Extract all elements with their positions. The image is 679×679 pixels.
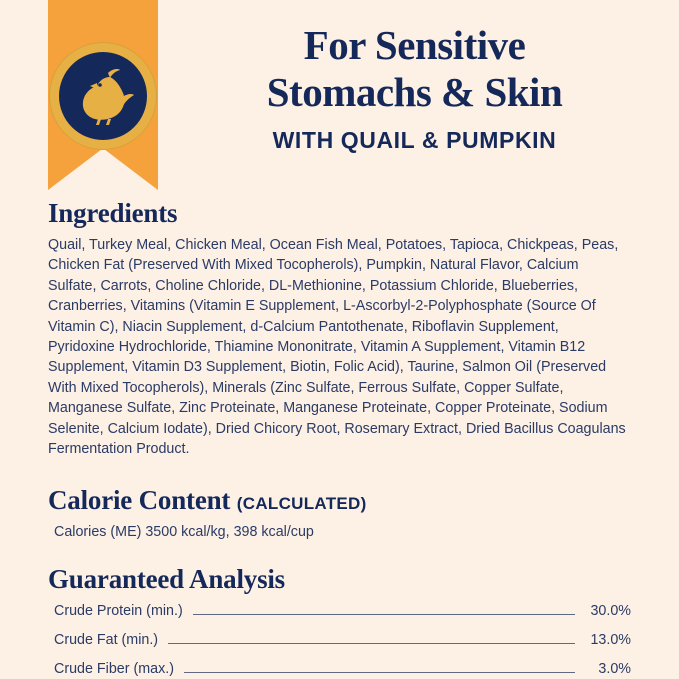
guaranteed-analysis-row bbox=[48, 601, 631, 621]
ingredients-section bbox=[48, 198, 631, 459]
ingredients-text: Quail, Turkey Meal, Chicken Meal, Ocean Fish Meal, Potatoes, Tapioca, Chickpeas, Peas, Chicken Fat (Preserved With Mixed Tocopherols), Pumpkin, Natural Flavor, Calcium Sulfate, Carrots, Choline Chloride, DL-Methionine, Potassium Chloride, Blueberries, Cranberries, Vitamins (Vitamin E Supplement, L-Ascorbyl-2-Polyphosphate (Source Of Vitamin C), Niacin Supplement, d-Calcium Pantothenate, Riboflavin Supplement, Pyridoxine Hydrochloride, Thiamine Mononitrate, Vitamin A Supplement, Vitamin B12 Supplement, Vitamin D3 Supplement, Biotin, Folic Acid), Taurine, Salmon Oil (Preserved With Mixed Tocopherols), Minerals (Zinc Sulfate, Ferrous Sulfate, Copper Sulfate, Manganese Sulfate, Zinc Proteinate, Manganese Proteinate, Copper Proteinate, Sodium Selenite, Calcium Iodate), Dried Chicory Root, Rosemary Extract, Dried Bacillus Coagulans Fermentation Product. bbox=[48, 237, 626, 458]
calorie-content-heading-main: Calorie Content bbox=[48, 485, 231, 516]
nutrient-value: 3.0% bbox=[598, 661, 631, 678]
guaranteed-analysis-row bbox=[48, 659, 631, 679]
ingredients-heading: Ingredients bbox=[48, 198, 178, 228]
nutrient-label: Crude Protein (min.) bbox=[54, 603, 183, 620]
nutrient-value: 30.0% bbox=[590, 603, 631, 620]
title-line-1: For Sensitive bbox=[303, 22, 526, 68]
guaranteed-analysis-row bbox=[48, 630, 631, 650]
nutrient-label: Crude Fiber (max.) bbox=[54, 661, 174, 678]
leader-line bbox=[193, 614, 575, 615]
nutrient-value: 13.0% bbox=[590, 632, 631, 649]
subtitle: WITH QUAIL & PUMPKIN bbox=[272, 127, 557, 153]
brand-seal bbox=[49, 42, 157, 150]
leader-line bbox=[184, 672, 575, 673]
title-line-2: Stomachs & Skin bbox=[266, 69, 563, 115]
guaranteed-analysis-section bbox=[48, 564, 631, 679]
calorie-content-heading bbox=[48, 485, 631, 516]
header-banner bbox=[0, 0, 679, 192]
label-content bbox=[0, 192, 679, 679]
calorie-content-heading-note: (CALCULATED) bbox=[236, 494, 367, 514]
leader-line bbox=[168, 643, 575, 644]
guaranteed-analysis-list bbox=[48, 601, 631, 679]
seal-inner-circle bbox=[59, 52, 147, 140]
calorie-content-text: Calories (ME) 3500 kcal/kg, 398 kcal/cup bbox=[54, 524, 314, 541]
guaranteed-analysis-heading: Guaranteed Analysis bbox=[48, 564, 285, 595]
quail-bird-icon bbox=[72, 67, 134, 125]
title-block bbox=[170, 22, 659, 154]
nutrient-label: Crude Fat (min.) bbox=[54, 632, 159, 649]
calorie-content-section bbox=[48, 485, 631, 542]
